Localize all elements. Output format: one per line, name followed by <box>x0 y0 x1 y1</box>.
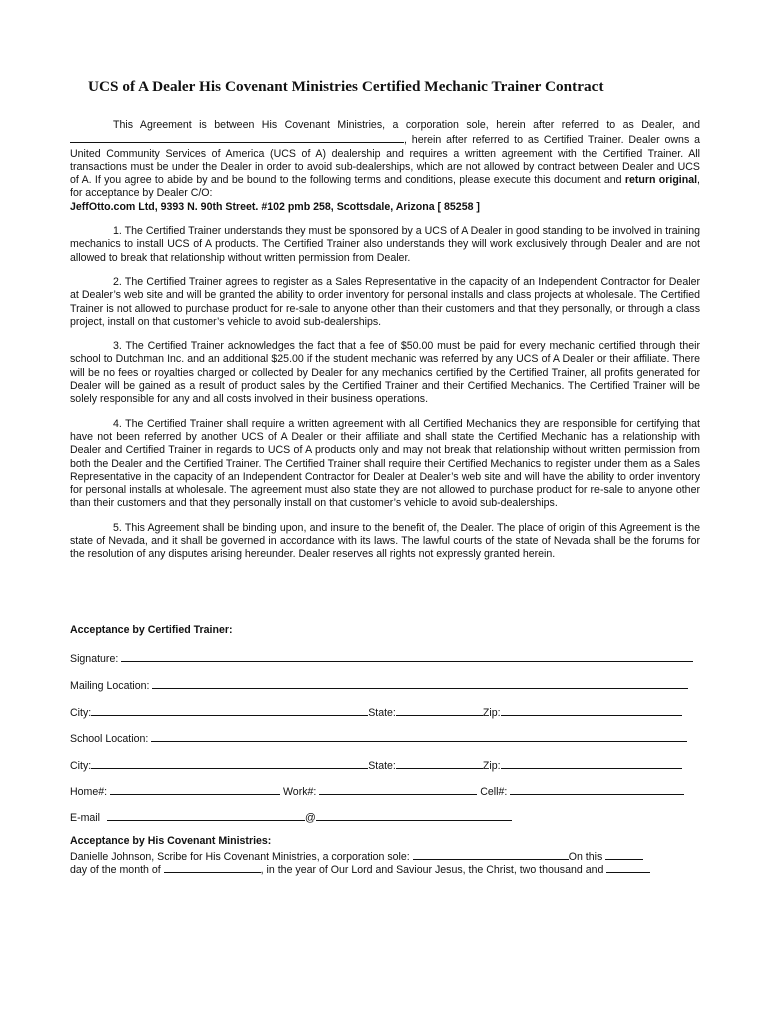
year-field[interactable] <box>606 861 650 873</box>
mailing-label: Mailing Location: <box>70 680 150 692</box>
school-zip-field[interactable] <box>501 757 682 769</box>
dealer-address: JeffOtto.com Ltd, 9393 N. 90th Street. #102 pmb 258, Scottsdale, Arizona [ 85258 ] <box>70 200 480 213</box>
intro-text-3: , for acceptance by Dealer C/O: <box>70 174 700 200</box>
trainer-name-blank[interactable] <box>70 132 404 143</box>
email-domain-field[interactable] <box>316 809 512 821</box>
month-field[interactable] <box>164 861 261 873</box>
clause-2: 2. The Certified Trainer agrees to register as a Sales Representative in the capacity of an Independent Contractor for Dealer at Dealer’s web site and will be granted the ability to order inventory for personal installs and class projects at wholesale. The Certified Trainer is not allowed to purchase product for re-sale to anyone other than their customers and that they personally, or through a class project, install on that customer’s vehicle to avoid sub-dealerships. <box>70 275 700 328</box>
on-this-text: On this <box>568 851 603 863</box>
work-label: Work#: <box>283 786 317 798</box>
school-row <box>70 730 700 744</box>
school-label: School Location: <box>70 733 149 745</box>
clause-4: 4. The Certified Trainer shall require a written agreement with all Certified Mechanics they are responsible for certifying that have not been referred by another UCS of A Dealer or their affiliate and shall state the Certified Mechanic has a relationship with Dealer and Certified Trainer in regards to UCS of A products only and may not break that relationship without written permission from both the Dealer and the Certified Trainer. The Certified Trainer shall require their Certified Mechanics to register under them as a Sales Representative in the capacity of an Independent Contractor for Dealer at Dealer’s web site and will have the ability to order inventory for personal installs at wholesale. The agreement must also state they are not allowed to purchase product for re-sale to anyone other than their customers and that they personally install on that customer’s vehicle to avoid sub-dealerships. <box>70 417 700 510</box>
clause-5: 5. This Agreement shall be binding upon, and insure to the benefit of, the Dealer. The place of origin of this Agreement is the state of Nevada, and it shall be governed in accordance with its laws. The lawful courts of the state of Nevada shall be the forums for the resolution of any disputes arising hereunder. Dealer reserves all rights not expressly granted herein. <box>70 521 700 561</box>
year-text: , in the year of Our Lord and Saviour Jesus, the Christ, two thousand and <box>260 864 604 876</box>
mailing-location-field[interactable] <box>152 677 688 689</box>
city-label: City: <box>70 707 92 719</box>
zip-label: Zip: <box>482 707 501 719</box>
city-field[interactable] <box>91 704 368 716</box>
intro-paragraph <box>70 119 700 214</box>
state-label: State: <box>368 707 396 719</box>
email-label: E-mail <box>70 812 101 824</box>
signature-field[interactable] <box>121 650 693 662</box>
signature-row <box>70 650 700 664</box>
scribe-signature-field[interactable] <box>413 848 569 860</box>
scribe-text: Danielle Johnson, Scribe for His Covenant Ministries, a corporation sole: <box>70 851 410 863</box>
return-original-text: return original <box>624 174 698 187</box>
ministry-line-2 <box>70 861 700 875</box>
school-state-field[interactable] <box>396 757 483 769</box>
clause-1: 1. The Certified Trainer understands they must be sponsored by a UCS of A Dealer in good standing to be involved in training mechanics to install UCS of A products. The Certified Trainer also understands they will work exclusively through Dealer and are not allowed to break that relationship without written permission from Dealer. <box>70 225 700 264</box>
state-label: State: <box>368 760 396 772</box>
work-phone-field[interactable] <box>319 783 477 795</box>
signature-label: Signature: <box>70 653 119 665</box>
clause-3: 3. The Certified Trainer acknowledges the fact that a fee of $50.00 must be paid for every mechanic certified through their school to Dutchman Inc. and an additional $25.00 if the student mechanic was referred by any UCS of A Dealer or their affiliate. There will be no fees or royalties charged or collected by Dealer for any mechanics certified by the Certified Trainer, all profits generated for Dealer will be gained as a result of product sales by the Certified Trainer and their Certified Mechanics. The Certified Trainer will be solely responsible for any and all costs involved in their business operations. <box>70 340 700 406</box>
email-row <box>70 809 700 823</box>
school-location-field[interactable] <box>151 730 687 742</box>
trainer-acceptance-heading: Acceptance by Certified Trainer: <box>70 624 233 636</box>
intro-text-1: This Agreement is between His Covenant Ministries, a corporation sole, herein after referred to as Dealer, and <box>113 119 700 131</box>
city-label: City: <box>70 760 92 772</box>
day-field[interactable] <box>605 848 643 860</box>
email-user-field[interactable] <box>107 809 305 821</box>
month-text: day of the month of <box>70 864 161 876</box>
ministry-line-1 <box>70 848 700 862</box>
home-label: Home#: <box>70 786 108 798</box>
at-sign: @ <box>304 812 316 824</box>
cell-phone-field[interactable] <box>510 783 684 795</box>
mailing-row <box>70 677 700 691</box>
zip-field[interactable] <box>501 704 682 716</box>
ministry-acceptance-heading: Acceptance by His Covenant Ministries: <box>70 835 272 847</box>
home-phone-field[interactable] <box>110 783 280 795</box>
zip-label: Zip: <box>482 760 501 772</box>
city-row-2 <box>70 757 700 771</box>
cell-label: Cell#: <box>480 786 508 798</box>
contract-body <box>70 119 700 562</box>
intro-text-2: , herein after referred to as Certified Trainer. Dealer owns a United Community Services of America (UCS of A) dealership and requires a written agreement with the Certified Trainer. All transactions must be under the Dealer in order to avoid sub-dealerships, which are not allowed by contract between Dealer and UCS of A. If you agree to abide by and be bound to the following terms and conditions, please execute this document and <box>70 134 700 187</box>
state-field[interactable] <box>396 704 483 716</box>
school-city-field[interactable] <box>91 757 368 769</box>
phone-row <box>70 783 700 797</box>
document-title: UCS of A Dealer His Covenant Ministries Certified Mechanic Trainer Contract <box>88 78 604 95</box>
city-row-1 <box>70 704 700 718</box>
